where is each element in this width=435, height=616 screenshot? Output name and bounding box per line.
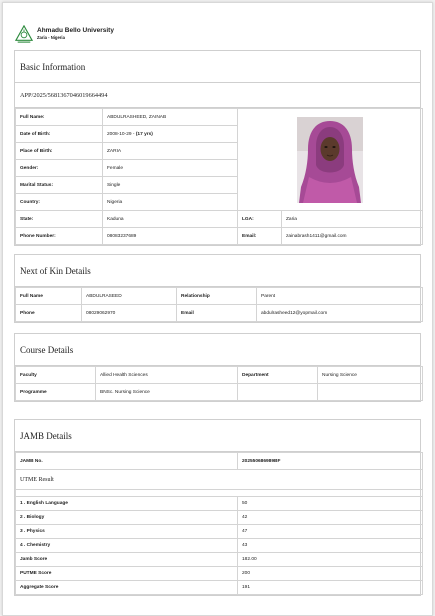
next-of-kin-title: Next of Kin Details [15, 255, 420, 287]
country-label: Country: [16, 194, 103, 211]
full-name-value: ABDULRASHEED, ZAINAB [103, 109, 238, 126]
basic-information-card [14, 50, 421, 246]
gender-value: Female [103, 160, 238, 177]
course-details-title: Course Details [15, 334, 420, 366]
jamb-score-value: 182.00 [238, 553, 423, 567]
utme-result-heading: UTME Result [16, 470, 423, 490]
department-value: Nursing Science [318, 367, 423, 384]
kin-name-label: Full Name [16, 288, 82, 305]
state-label: State: [16, 211, 103, 228]
kin-relationship-value: Parent [257, 288, 423, 305]
place-of-birth-label: Place of Birth: [16, 143, 103, 160]
subject-label: 4 . Chemistry [16, 539, 238, 553]
country-value: Nigeria [103, 194, 238, 211]
next-of-kin-card [14, 254, 421, 323]
passport-photo-cell [238, 109, 423, 211]
dob-age: (17 yrs) [135, 131, 153, 137]
kin-phone-value: 08029062970 [82, 305, 177, 322]
subject-label: 2 . Biology [16, 511, 238, 525]
university-name: Ahmadu Bello University [37, 27, 114, 34]
basic-information-title: Basic Information [15, 51, 420, 83]
kin-phone-label: Phone [16, 305, 82, 322]
jamb-number-value: 202550686989BF [238, 453, 423, 470]
phone-number-value: 08083237689 [103, 228, 238, 245]
email-value: zainabrash1411@gmail.com [282, 228, 423, 245]
subject-score: 50 [238, 497, 423, 511]
subject-label: 3 . Physics [16, 525, 238, 539]
jamb-details-table [15, 452, 423, 595]
empty-cell [318, 384, 423, 401]
putme-score-value: 200 [238, 567, 423, 581]
date-of-birth-value [103, 126, 238, 143]
dob-date: 2008-10-29 - [107, 131, 136, 137]
jamb-details-card [14, 419, 421, 596]
course-details-table [15, 366, 423, 401]
subject-score: 47 [238, 525, 423, 539]
page-header [15, 25, 114, 43]
full-name-label: Full Name: [16, 109, 103, 126]
subject-score: 42 [238, 511, 423, 525]
kin-email-value: abdulrasheed12@yopmail.com [257, 305, 423, 322]
jamb-score-label: Jamb Score [16, 553, 238, 567]
kin-name-value: ABDULRASEED [82, 288, 177, 305]
gender-label: Gender: [16, 160, 103, 177]
marital-status-value: Single [103, 177, 238, 194]
date-of-birth-label: Date of Birth: [16, 126, 103, 143]
aggregate-score-value: 191 [238, 581, 423, 595]
subject-score: 43 [238, 539, 423, 553]
state-value: Kaduna [103, 211, 238, 228]
lga-value: Zaria [282, 211, 423, 228]
marital-status-label: Marital Status: [16, 177, 103, 194]
spacer-row [16, 490, 423, 497]
application-number: APP/2025/5681367046019664494 [15, 83, 420, 108]
email-label: Email: [238, 228, 282, 245]
university-location: Zaria - Nigeria [37, 35, 65, 40]
subject-label: 1 . English Language [16, 497, 238, 511]
kin-email-label: Email [177, 305, 257, 322]
next-of-kin-table [15, 287, 423, 322]
lga-label: LGA: [238, 211, 282, 228]
jamb-details-title: JAMB Details [15, 420, 420, 452]
university-logo-icon [15, 25, 33, 43]
basic-information-table [15, 108, 423, 245]
faculty-label: Faculty [16, 367, 96, 384]
programme-value: BNSc. Nursing Science [96, 384, 238, 401]
programme-label: Programme [16, 384, 96, 401]
phone-number-label: Phone Number: [16, 228, 103, 245]
faculty-value: Allied Health Sciences [96, 367, 238, 384]
admission-form-page [2, 2, 433, 616]
kin-relationship-label: Relationship [177, 288, 257, 305]
aggregate-score-label: Aggregate Score [16, 581, 238, 595]
department-label: Department [238, 367, 318, 384]
passport-photo [297, 117, 363, 203]
putme-score-label: PUTME Score [16, 567, 238, 581]
place-of-birth-value: ZARIA [103, 143, 238, 160]
jamb-number-label: JAMB No. [16, 453, 238, 470]
empty-cell [238, 384, 318, 401]
course-details-card [14, 333, 421, 402]
